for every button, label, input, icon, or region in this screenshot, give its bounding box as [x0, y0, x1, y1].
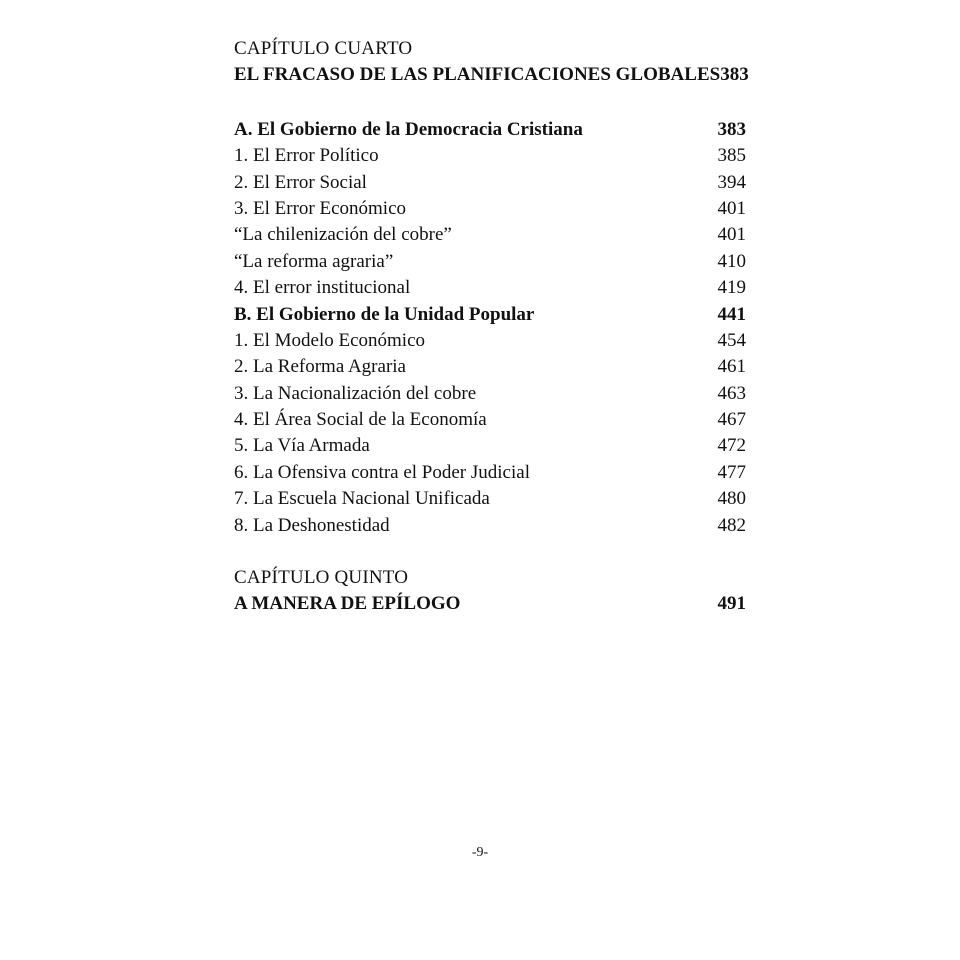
chapter-4-page: 383 [720, 64, 749, 86]
toc-entry[interactable] [234, 170, 746, 196]
toc-entry-page: 482 [717, 514, 746, 536]
toc-entry-page: 463 [717, 382, 746, 404]
toc-entry-page: 480 [717, 488, 746, 510]
chapter-5-page: 491 [717, 593, 746, 615]
toc-entry-page: 461 [717, 356, 746, 378]
toc-entry-page: 385 [717, 145, 746, 167]
toc-entry-title: 3. La Nacionalización del cobre [234, 382, 477, 404]
toc-entry-title: 7. La Escuela Nacional Unificada [234, 488, 490, 510]
spacer [234, 89, 746, 117]
toc-entry-title: 1. El Modelo Económico [234, 329, 426, 351]
toc-entry-page: 454 [717, 329, 746, 351]
toc-entry[interactable] [234, 196, 746, 222]
chapter-4-entry[interactable] [234, 62, 749, 88]
toc-entry[interactable] [234, 381, 746, 407]
table-of-contents [234, 36, 749, 618]
toc-entry[interactable] [234, 222, 746, 248]
toc-entry-title: 4. El error institucional [234, 277, 411, 299]
section-b-title: B. El Gobierno de la Unidad Popular [234, 303, 535, 325]
toc-entry[interactable] [234, 275, 746, 301]
section-a-title: A. El Gobierno de la Democracia Cristiana [234, 118, 583, 140]
toc-entry[interactable] [234, 407, 746, 433]
toc-entry[interactable] [234, 249, 746, 275]
chapter-5-title: A MANERA DE EPÍLOGO [234, 593, 461, 615]
section-b-entry[interactable] [234, 302, 746, 328]
section-a-page: 383 [717, 118, 746, 140]
toc-entry[interactable] [234, 513, 746, 539]
toc-entry-page: 410 [717, 250, 746, 272]
toc-entry-title: 5. La Vía Armada [234, 435, 370, 457]
toc-entry-title: “La reforma agraria” [234, 250, 394, 272]
spacer [234, 539, 746, 565]
toc-entry[interactable] [234, 460, 746, 486]
toc-entry-title: 1. El Error Político [234, 145, 379, 167]
toc-entry-page: 472 [717, 435, 746, 457]
section-b-page: 441 [717, 303, 746, 325]
toc-entry-title: “La chilenización del cobre” [234, 224, 452, 246]
toc-entry-title: 2. El Error Social [234, 171, 367, 193]
toc-entry[interactable] [234, 354, 746, 380]
chapter-4-label: CAPÍTULO CUARTO [234, 38, 413, 59]
toc-entry-page: 401 [717, 224, 746, 246]
toc-entry[interactable] [234, 143, 746, 169]
chapter-5-entry[interactable] [234, 591, 746, 617]
toc-entry-page: 401 [717, 197, 746, 219]
toc-entry[interactable] [234, 486, 746, 512]
toc-entry[interactable] [234, 328, 746, 354]
toc-entry-page: 419 [717, 277, 746, 299]
toc-entry-page: 394 [717, 171, 746, 193]
page-number: -9- [471, 845, 489, 860]
section-a-entry[interactable] [234, 117, 746, 143]
toc-entry-page: 467 [717, 409, 746, 431]
toc-entry-title: 6. La Ofensiva contra el Poder Judicial [234, 461, 530, 483]
toc-entry-title: 4. El Área Social de la Economía [234, 409, 487, 431]
toc-entry-title: 8. La Deshonestidad [234, 514, 390, 536]
toc-entry-page: 477 [717, 461, 746, 483]
toc-entry-title: 3. El Error Económico [234, 197, 407, 219]
toc-entry[interactable] [234, 433, 746, 459]
toc-entry-title: 2. La Reforma Agraria [234, 356, 406, 378]
chapter-5-label: CAPÍTULO QUINTO [234, 567, 409, 589]
chapter-4-title: EL FRACASO DE LAS PLANIFICACIONES GLOBALES [234, 64, 721, 86]
